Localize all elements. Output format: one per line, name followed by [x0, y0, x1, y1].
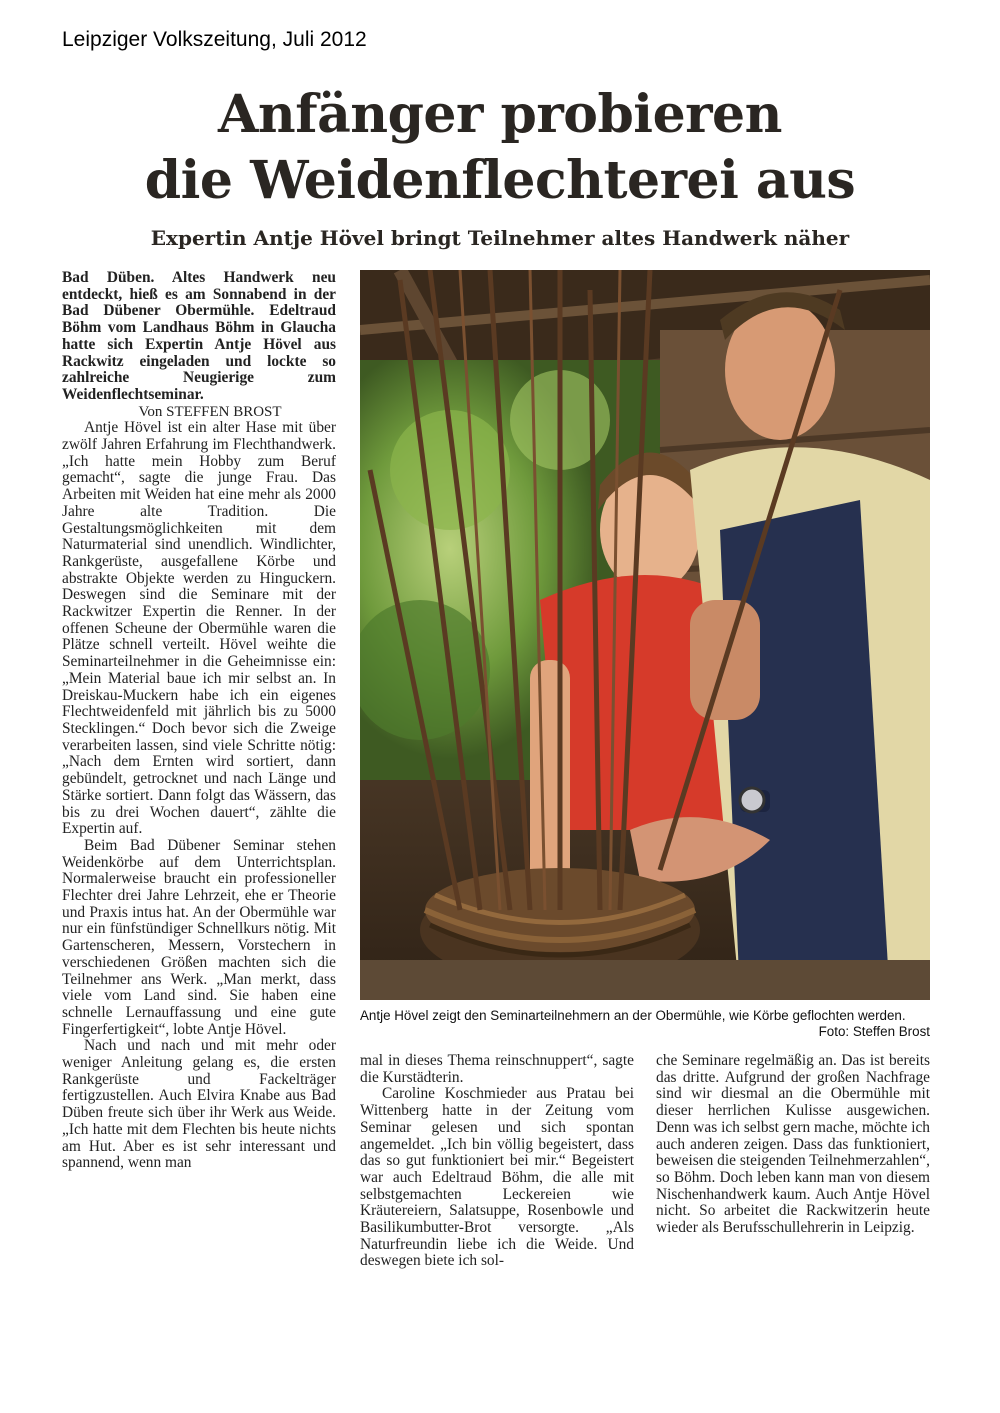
article-column-2: [360, 1053, 634, 1270]
article-byline: Von STEFFEN BROST: [138, 403, 282, 420]
headline-line-2: die Weidenflechterei aus: [144, 150, 856, 211]
paragraph: mal in dieses Thema reinschnuppert“, sagte die Kurstädterin.: [360, 1052, 634, 1086]
photo-illustration: [360, 270, 930, 1000]
photo-caption: Antje Hövel zeigt den Seminarteilnehmern an der Obermühle, wie Körbe geflochten werden.: [360, 1008, 906, 1023]
paragraph: che Seminare regelmäßig an. Das ist bereits das dritte. Aufgrund der großen Nachfrage sind wir diesmal an die Obermühle mit dieser herrlichen Kulisse ausgewichen. Denn was ich selbst gern mache, möchte ich auch anderen zeigen. Dass das funktioniert, beweisen die steigenden Teilnehmerzahlen“, so Böhm. Doch leben kann man von diesem Nischenhandwerk kaum. Auch Antje Hövel nicht. So arbeitet die Rackwitzerin heute wieder als Berufsschullehrerin in Leipzig.: [656, 1052, 930, 1237]
paragraph: Beim Bad Dübener Seminar stehen Weidenkörbe auf dem Unterrichtsplan. Normalerweise braucht ein professioneller Flechter drei Jahre Lehrzeit, ehe er Theorie und Praxis intus hat. An der Obermühle war nur ein fünfstündiger Schnellkurs nötig. Mit Gartenscheren, Messern, Vorstechern in verschiedenen Größen machten sich die Teilnehmer ans Werk. „Man merkt, dass viele vom Land sind. Sie haben eine schnelle Lernauffassung und eine gute Fingerfertigkeit“, lobte Antje Hövel.: [62, 836, 336, 1038]
paragraph: Antje Hövel ist ein alter Hase mit über zwölf Jahren Erfahrung im Flechthandwerk. „Ich hatte mein Hobby zum Beruf gemacht“, sagte die junge Frau. Das Arbeiten mit Weiden hat eine mehr als 2000 Jahre alte Tradition. Die Gestaltungsmöglichkeiten mit dem Naturmaterial sind unendlich. Windlichter, Rankgerüste, ausgefallene Körbe und abstrakte Objekte werden zu Hinguckern. Deswegen sind die Seminare mit der Rackwitzer Expertin die Renner. In der offenen Scheune der Obermühle waren die Plätze schnell verteilt. Hövel weihte die Seminarteilnehmer in die Geheimnisse ein: „Mein Material baue ich mir selbst an. In Dreiskau-Muckern habe ich ein eigenes Flechtweidenfeld mit jährlich bis zu 5000 Stecklingen.“ Doch bevor sich die Zweige verarbeiten lassen, sind viele Schritte nötig: „Nach dem Ernten wird sortiert, dann gebündelt, getrocknet und nach Länge und Stärke sortiert. Dann folgt das Wässern, das bis zu drei Wochen dauert“, zählte die Expertin auf.: [62, 419, 336, 838]
photo-credit: Foto: Steffen Brost: [818, 1024, 930, 1039]
newspaper-source-line: Leipziger Volkszeitung, Juli 2012: [62, 28, 367, 51]
article-photo: [360, 270, 930, 1000]
headline-line-1: Anfänger probieren: [218, 84, 782, 145]
paragraph: Caroline Koschmieder aus Pratau bei Wittenberg hatte in der Zeitung vom Seminar gelesen und sich spontan angemeldet. „Ich bin völlig begeistert, dass das so gut funktioniert bei mir.“ Begeistert war auch Edeltraud Böhm, die alle mit selbstgemachten Leckereien wie Kräutereiern, Salatsuppe, Rosenbowle und Basilikumbutter-Brot versorgte. „Als Naturfreundin liebe ich die Weide. Und deswegen biete ich sol-: [360, 1085, 634, 1270]
article-headline: [0, 82, 1000, 214]
article-subheadline: Expertin Antje Hövel bringt Teilnehmer altes Handwerk näher: [150, 226, 850, 250]
paragraph: Nach und nach und mit mehr oder weniger Anleitung gelang es, die ersten Rankgerüste und Fackelträger fertigzustellen. Auch Elvira Knabe aus Bad Düben freute sich über ihr Werk aus Weide. „Ich hatte mit dem Flechten bis heute nichts am Hut. Aber es ist sehr interessant und spannend, wenn man: [62, 1037, 336, 1172]
article-lead: Bad Düben. Altes Handwerk neu entdeckt, hieß es am Sonnabend in der Bad Dübener Obermühle. Edeltraud Böhm vom Landhaus Böhm in Glaucha hatte sich Expertin Antje Hövel aus Rackwitz eingeladen und lockte so zahlreiche Neugierige zum Weidenflechtseminar.: [62, 269, 336, 403]
article-column-1: [62, 270, 336, 1172]
article-column-3: [656, 1053, 930, 1237]
